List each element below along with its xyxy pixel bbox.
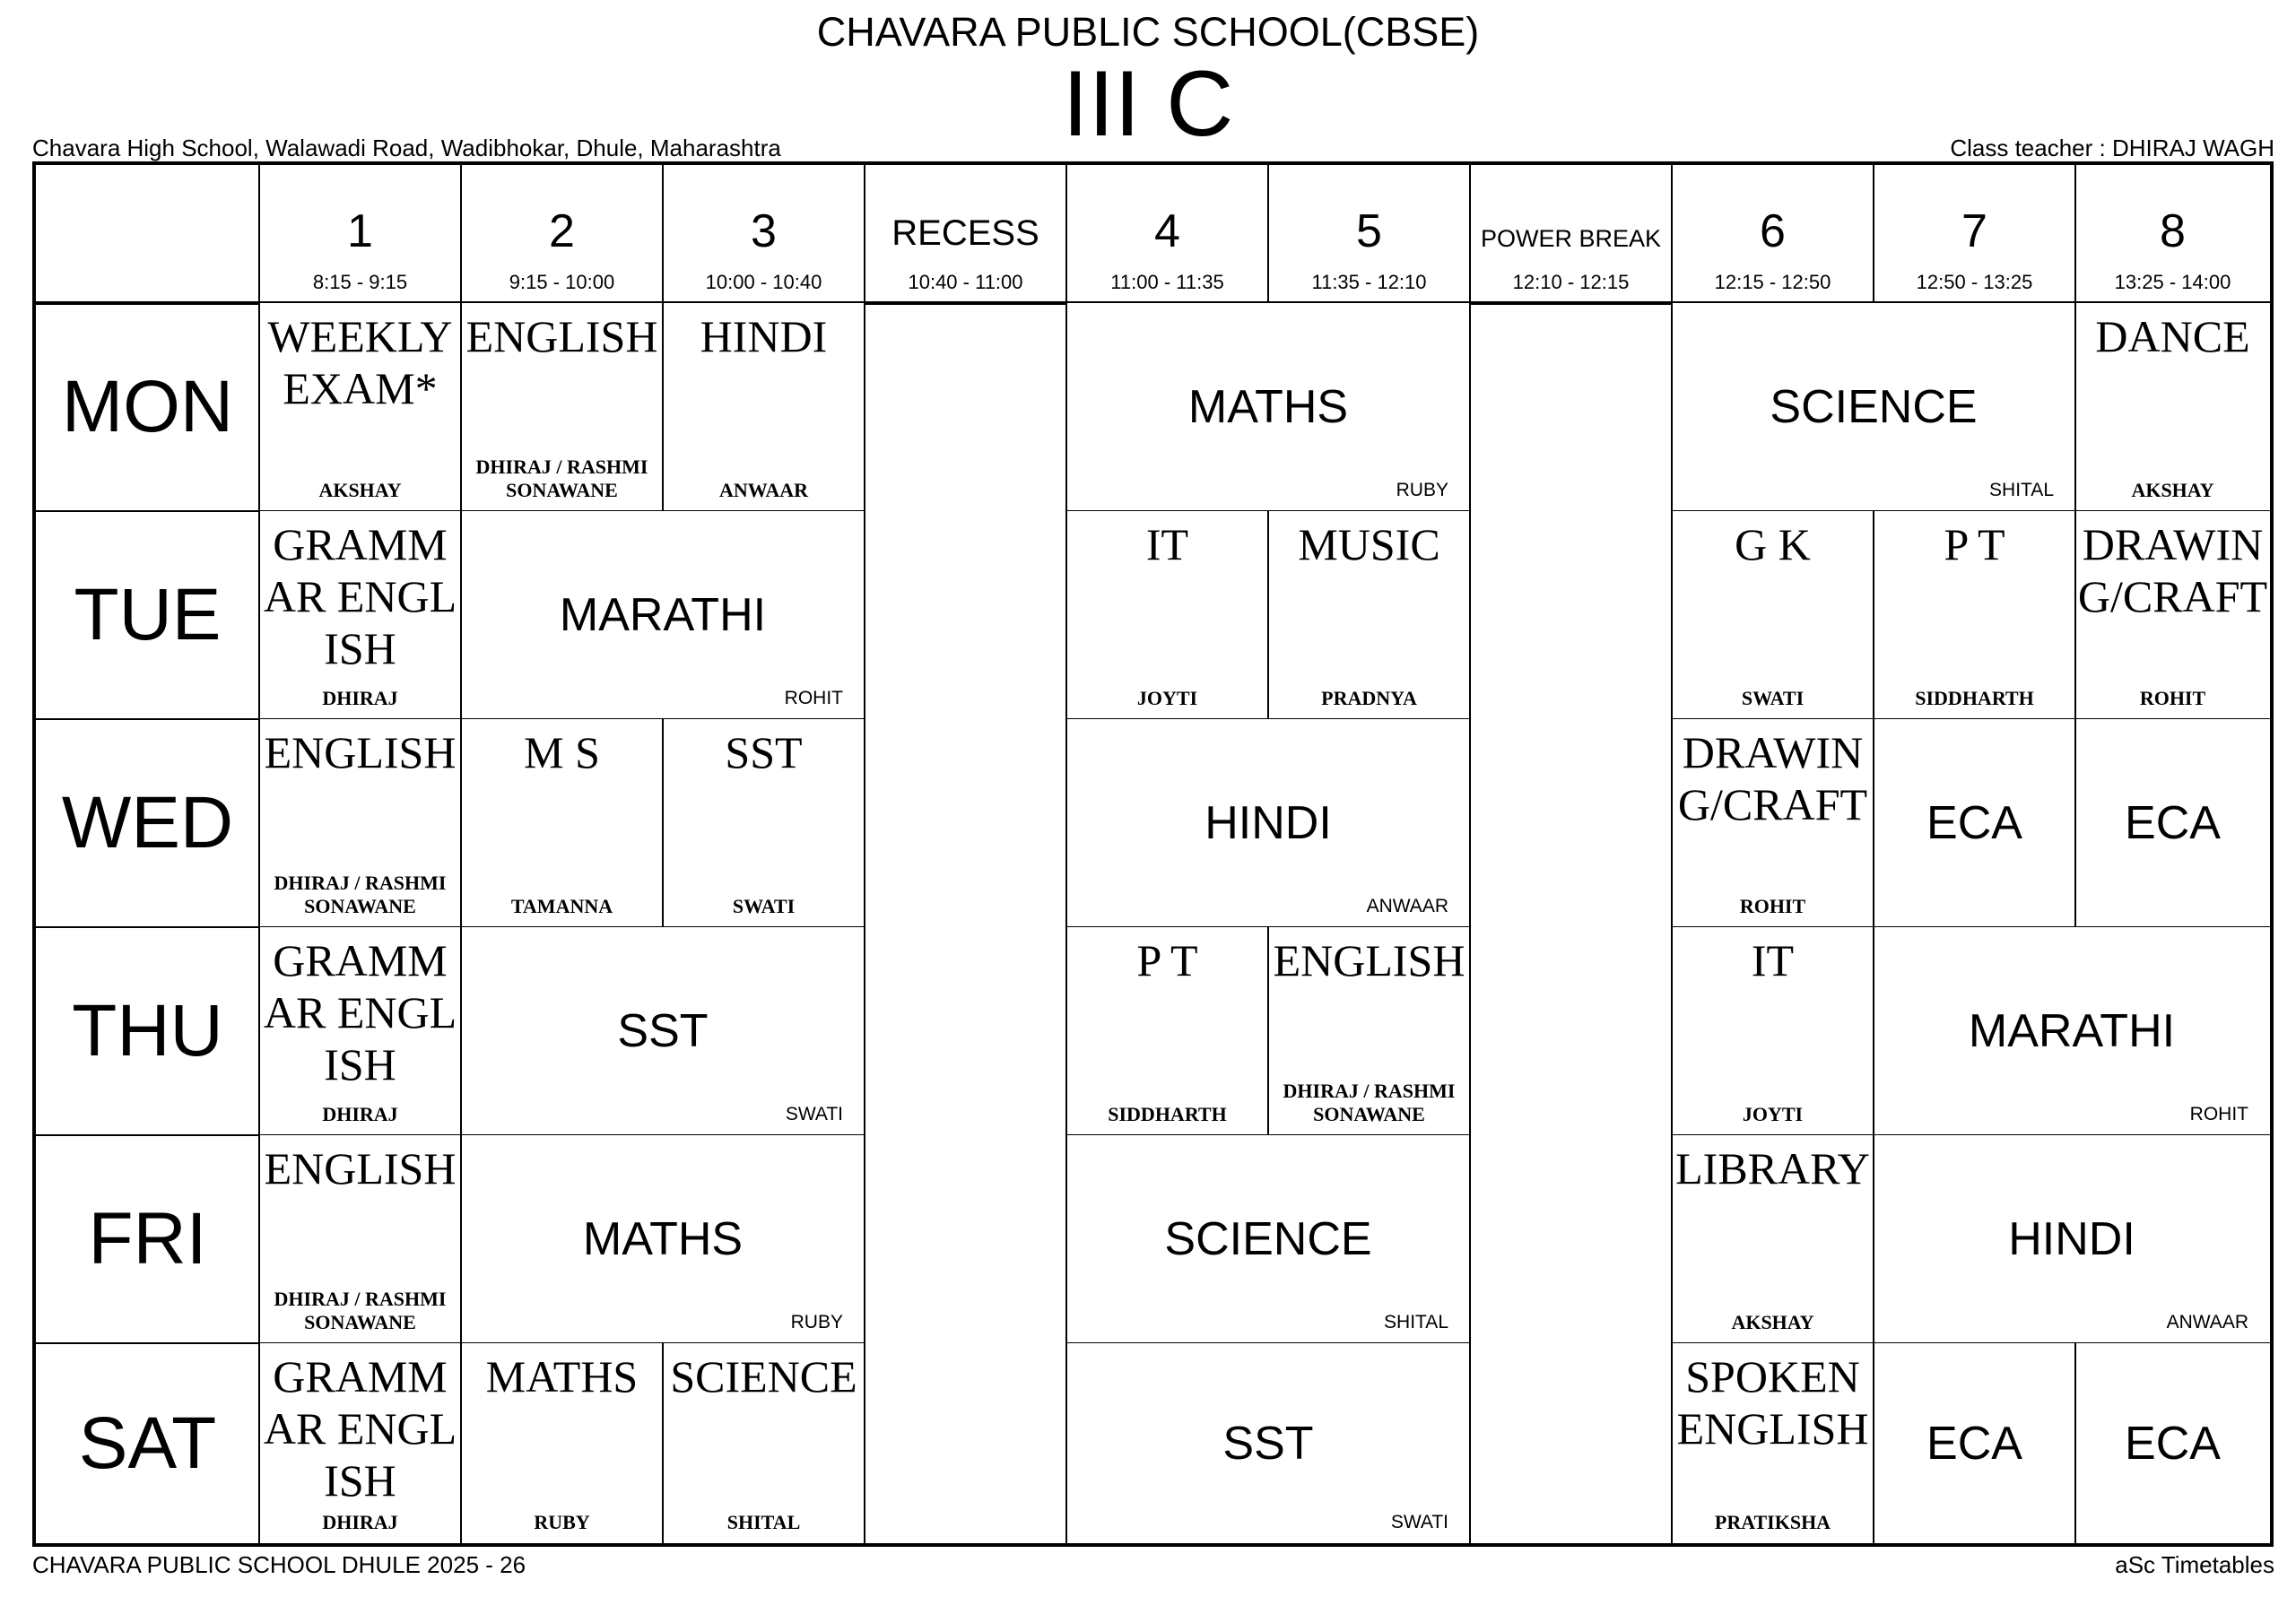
lesson-subject: MATHS — [485, 1351, 639, 1402]
lesson-teacher: DHIRAJ / RASHMI SONAWANE — [1283, 1080, 1456, 1125]
period-label: POWER BREAK — [1480, 225, 1662, 252]
period-label: RECESS — [891, 213, 1039, 253]
lesson-cell — [2075, 511, 2270, 719]
lesson-teacher: ROHIT — [784, 688, 843, 708]
footer-school-year: CHAVARA PUBLIC SCHOOL DHULE 2025 - 26 — [32, 1551, 526, 1578]
period-label: 8 — [2160, 205, 2186, 257]
lesson-subject: GRAMMAR ENGLISH — [263, 519, 457, 673]
lesson-teacher: ANWAAR — [2166, 1312, 2248, 1332]
lesson-cell — [1066, 303, 1470, 511]
lesson-teacher: JOYTI — [1742, 1103, 1804, 1125]
lesson-subject: DRAWING/CRAFT — [2077, 519, 2268, 621]
grid-line — [460, 303, 462, 511]
grid-line — [1873, 1343, 1874, 1543]
lesson-subject: G K — [1735, 519, 1811, 569]
lesson-subject: MATHS — [1187, 381, 1349, 433]
period-time: 13:25 - 14:00 — [2114, 271, 2231, 293]
period-header-6 — [1268, 165, 1470, 303]
grid-line — [864, 303, 865, 511]
lesson-cell — [461, 1343, 663, 1543]
lesson-teacher: RUBY — [534, 1511, 590, 1533]
lesson-cell — [1672, 1135, 1874, 1343]
lesson-subject: SCIENCE — [1770, 381, 1978, 433]
period-label: 3 — [751, 205, 777, 257]
footer-credit: aSc Timetables — [2115, 1551, 2274, 1578]
lesson-teacher: DHIRAJ / RASHMI SONAWANE — [274, 872, 447, 917]
lesson-subject: SPOKEN ENGLISH — [1676, 1351, 1869, 1454]
lesson-teacher: DHIRAJ — [322, 1511, 398, 1533]
lesson-subject: ECA — [2125, 1417, 2221, 1470]
lesson-subject: P T — [1944, 519, 2005, 569]
grid-line — [258, 927, 260, 1135]
period-header-2 — [461, 165, 663, 303]
lesson-subject: ENGLISH — [264, 1143, 457, 1193]
lesson-subject: ENGLISH — [465, 311, 658, 361]
lesson-teacher: ROHIT — [2189, 1104, 2248, 1124]
lesson-cell — [259, 303, 461, 511]
grid-line — [258, 1343, 260, 1543]
grid-line — [1671, 303, 1673, 511]
lesson-subject: HINDI — [2008, 1213, 2135, 1265]
lesson-teacher: ANWAAR — [1366, 896, 1448, 916]
grid-line — [460, 511, 462, 719]
period-time: 9:15 - 10:00 — [509, 271, 615, 293]
grid-line — [1065, 303, 1067, 511]
lesson-cell — [461, 927, 865, 1135]
period-label: 7 — [1961, 205, 1987, 257]
lesson-cell — [1066, 1343, 1470, 1543]
period-header-9 — [1874, 165, 2075, 303]
grid-line — [1671, 719, 1673, 927]
lesson-subject: GRAMMAR ENGLISH — [263, 1351, 457, 1506]
grid-line — [2074, 511, 2076, 719]
period-header-4 — [865, 165, 1066, 303]
lesson-cell — [1874, 511, 2075, 719]
lesson-cell — [1066, 1135, 1470, 1343]
lesson-cell — [259, 1135, 461, 1343]
lesson-teacher: SHITAL — [1989, 480, 2054, 500]
lesson-teacher: DHIRAJ / RASHMI SONAWANE — [475, 456, 648, 501]
lesson-cell — [1874, 1343, 2075, 1543]
grid-line — [460, 719, 462, 927]
lesson-subject: SST — [725, 727, 803, 777]
lesson-cell — [1066, 719, 1470, 927]
grid-line — [1065, 927, 1067, 1135]
lesson-subject: MUSIC — [1298, 519, 1440, 569]
period-header-3 — [663, 165, 865, 303]
grid-line — [662, 719, 664, 927]
grid-line — [2074, 1343, 2076, 1543]
grid-line — [1469, 719, 1471, 927]
lesson-cell — [1672, 511, 1874, 719]
grid-line — [1671, 927, 1673, 1135]
lesson-cell — [461, 1135, 865, 1343]
grid-line — [460, 1135, 462, 1343]
lesson-cell — [259, 719, 461, 927]
grid-line — [662, 1343, 664, 1543]
lesson-subject: DANCE — [2095, 311, 2250, 361]
lesson-subject: DRAWING/CRAFT — [1677, 727, 1868, 829]
lesson-subject: ENGLISH — [264, 727, 457, 777]
lesson-cell — [1672, 719, 1874, 927]
lesson-cell — [1874, 719, 2075, 927]
grid-line — [864, 927, 865, 1135]
period-time: 11:00 - 11:35 — [1110, 271, 1224, 293]
day-label: THU — [72, 990, 223, 1072]
grid-line — [1671, 1135, 1673, 1343]
grid-line — [1469, 1135, 1471, 1343]
class-name: III C — [1062, 52, 1234, 156]
lesson-cell — [1066, 927, 1268, 1135]
grid-line — [864, 719, 865, 927]
lesson-cell — [259, 511, 461, 719]
day-label: TUE — [74, 574, 222, 655]
school-address: Chavara High School, Walawadi Road, Wadibhokar, Dhule, Maharashtra — [32, 135, 781, 161]
lesson-subject: IT — [1145, 519, 1189, 569]
period-label: 2 — [549, 205, 575, 257]
lesson-subject: ECA — [2125, 797, 2221, 849]
lesson-cell — [461, 719, 663, 927]
lesson-teacher: JOYTI — [1136, 687, 1198, 709]
period-header-7 — [1470, 165, 1672, 303]
grid-line — [1065, 719, 1067, 927]
lesson-cell — [1672, 927, 1874, 1135]
lesson-subject: HINDI — [700, 311, 828, 361]
lesson-teacher: SIDDHARTH — [1108, 1103, 1227, 1125]
lesson-teacher: ROHIT — [2139, 687, 2206, 709]
grid-line — [864, 511, 865, 719]
grid-line — [1873, 927, 1874, 1135]
period-label: 6 — [1760, 205, 1786, 257]
day-label: MON — [61, 366, 234, 447]
grid-line — [1873, 719, 1874, 927]
lesson-teacher: PRATIKSHA — [1714, 1511, 1831, 1533]
lesson-teacher: SWATI — [1390, 1512, 1448, 1532]
timetable-grid — [32, 161, 2274, 1547]
grid-line — [1671, 1343, 1673, 1543]
period-time: 8:15 - 9:15 — [312, 271, 408, 293]
lesson-teacher: SIDDHARTH — [1915, 687, 2034, 709]
lesson-cell — [1268, 511, 1470, 719]
lesson-teacher: RUBY — [1396, 480, 1448, 500]
grid-line — [1267, 511, 1269, 719]
day-label: WED — [61, 782, 234, 864]
grid-line — [2074, 719, 2076, 927]
lesson-subject: IT — [1751, 935, 1795, 985]
lesson-cell — [2075, 719, 2270, 927]
grid-line — [258, 303, 260, 511]
grid-line — [1065, 1343, 1067, 1543]
grid-line — [258, 719, 260, 927]
lesson-subject: LIBRARY — [1675, 1143, 1870, 1193]
lesson-subject: SCIENCE — [670, 1351, 857, 1402]
lesson-subject: HINDI — [1205, 797, 1332, 849]
lesson-subject: SST — [1222, 1417, 1314, 1470]
lesson-cell — [461, 511, 865, 719]
lesson-teacher: DHIRAJ — [322, 687, 398, 709]
lesson-teacher: SHITAL — [1384, 1312, 1448, 1332]
period-header-5 — [1066, 165, 1268, 303]
lesson-subject: P T — [1136, 935, 1198, 985]
lesson-teacher: SHITAL — [726, 1511, 801, 1533]
lesson-teacher: SWATI — [1741, 687, 1805, 709]
grid-line — [1671, 511, 1673, 719]
lesson-cell — [663, 1343, 865, 1543]
grid-line — [1065, 1135, 1067, 1343]
lesson-subject: MARATHI — [1968, 1005, 2176, 1057]
lesson-teacher: SWATI — [732, 895, 796, 917]
grid-line — [1873, 1135, 1874, 1343]
period-label: 5 — [1356, 205, 1382, 257]
lesson-teacher: RUBY — [790, 1312, 843, 1332]
grid-line — [258, 511, 260, 719]
lesson-subject: M S — [524, 727, 600, 777]
lesson-subject: SST — [617, 1005, 709, 1057]
lesson-teacher: DHIRAJ — [322, 1103, 398, 1125]
period-time: 12:50 - 13:25 — [1916, 271, 2033, 293]
lesson-teacher: TAMANNA — [510, 895, 613, 917]
lesson-cell — [1672, 1343, 1874, 1543]
lesson-teacher: PRADNYA — [1321, 687, 1417, 709]
grid-line — [460, 1343, 462, 1543]
grid-line — [1469, 1343, 1471, 1543]
lesson-cell — [1672, 303, 2075, 511]
grid-line — [1065, 511, 1067, 719]
lesson-teacher: ROHIT — [1739, 895, 1806, 917]
lesson-cell — [2075, 1343, 2270, 1543]
lesson-cell — [1874, 927, 2270, 1135]
grid-line — [1873, 511, 1874, 719]
period-header-1 — [259, 165, 461, 303]
lesson-cell — [663, 719, 865, 927]
period-time: 10:40 - 11:00 — [908, 271, 1023, 293]
grid-line — [864, 1343, 865, 1543]
lesson-cell — [259, 1343, 461, 1543]
period-label: 4 — [1154, 205, 1180, 257]
period-header-10 — [2075, 165, 2270, 303]
grid-line — [662, 303, 664, 511]
lesson-cell — [1066, 511, 1268, 719]
period-time: 12:15 - 12:50 — [1714, 271, 1831, 293]
lesson-subject: ENGLISH — [1273, 935, 1465, 985]
lesson-cell — [1268, 927, 1470, 1135]
period-time: 10:00 - 10:40 — [705, 271, 822, 293]
lesson-teacher: DHIRAJ / RASHMI SONAWANE — [274, 1288, 447, 1333]
class-teacher: Class teacher : DHIRAJ WAGH — [1950, 135, 2274, 161]
grid-line — [1469, 927, 1471, 1135]
period-time: 11:35 - 12:10 — [1311, 271, 1427, 293]
lesson-teacher: AKSHAY — [1731, 1311, 1814, 1333]
lesson-subject: GRAMMAR ENGLISH — [263, 935, 457, 1089]
lesson-cell — [2075, 303, 2270, 511]
day-label: SAT — [78, 1402, 217, 1484]
lesson-subject: WEEKLY EXAM* — [267, 311, 453, 413]
grid-line — [864, 1135, 865, 1343]
lesson-cell — [461, 303, 663, 511]
lesson-subject: MATHS — [582, 1213, 744, 1265]
lesson-teacher: AKSHAY — [2131, 479, 2214, 501]
lesson-subject: SCIENCE — [1164, 1213, 1372, 1265]
day-label: FRI — [88, 1198, 207, 1280]
grid-line — [460, 927, 462, 1135]
period-label: 1 — [347, 205, 373, 257]
lesson-teacher: SWATI — [785, 1104, 843, 1124]
lesson-teacher: ANWAAR — [719, 479, 808, 501]
school-name: CHAVARA PUBLIC SCHOOL(CBSE) — [816, 9, 1480, 55]
lesson-cell — [663, 303, 865, 511]
grid-line — [1469, 303, 1471, 511]
lesson-teacher: AKSHAY — [318, 479, 402, 501]
grid-line — [258, 1135, 260, 1343]
lesson-cell — [259, 927, 461, 1135]
period-header-8 — [1672, 165, 1874, 303]
lesson-subject: ECA — [1926, 797, 2022, 849]
lesson-subject: ECA — [1926, 1417, 2022, 1470]
grid-line — [1469, 511, 1471, 719]
grid-line — [2074, 303, 2076, 511]
lesson-subject: MARATHI — [559, 589, 767, 641]
lesson-cell — [1874, 1135, 2270, 1343]
period-time: 12:10 - 12:15 — [1512, 271, 1630, 293]
grid-line — [1267, 927, 1269, 1135]
